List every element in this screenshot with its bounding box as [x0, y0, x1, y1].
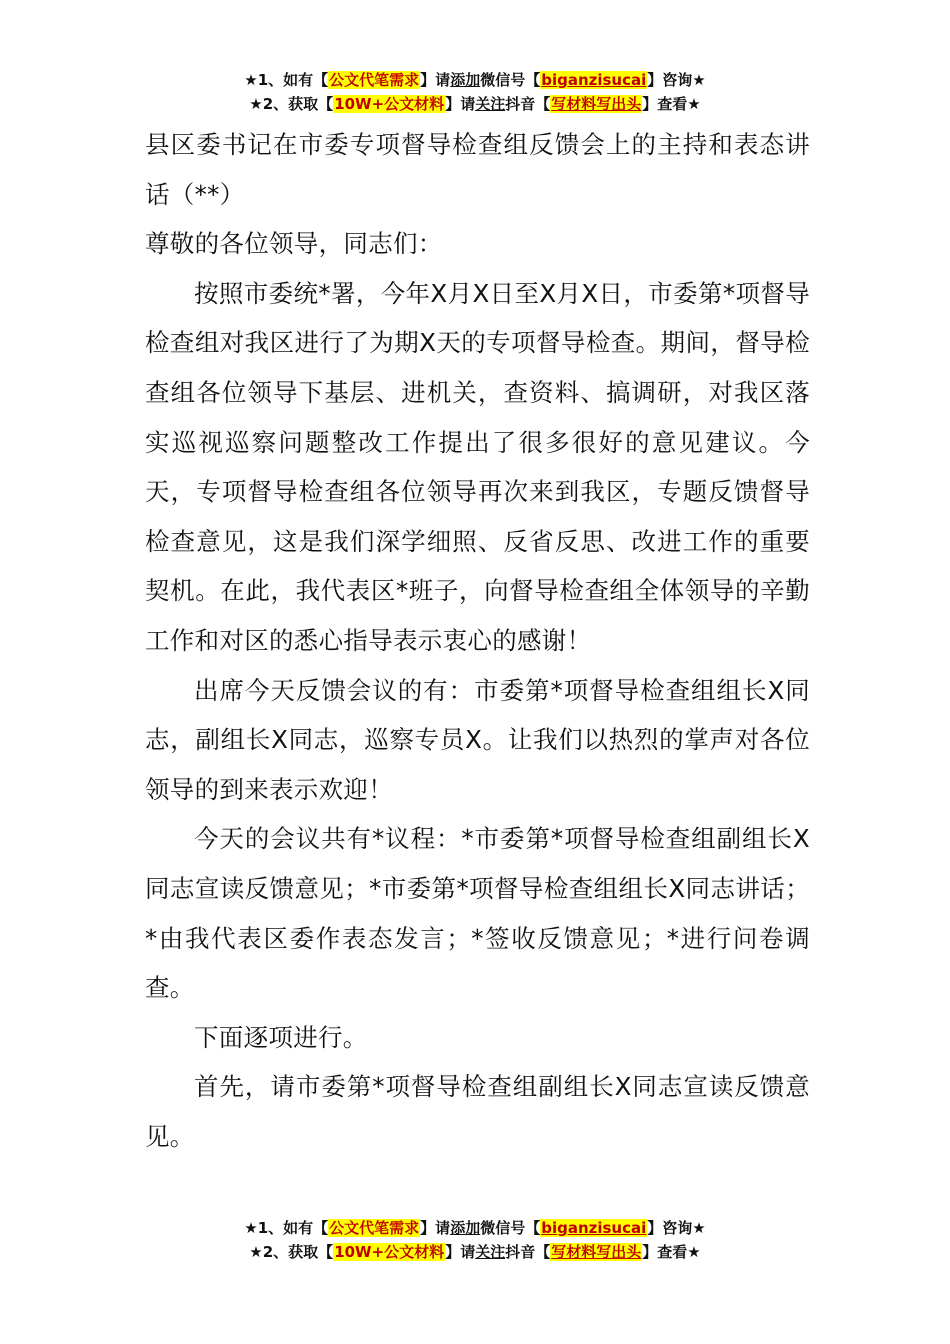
promo-text: ★1、如有【: [244, 71, 329, 89]
promo-underline: 关注: [475, 1243, 506, 1261]
promo-text: 】请: [420, 71, 451, 89]
promo-text: 】请: [445, 1243, 476, 1261]
promo-line-2: [0, 1240, 950, 1264]
promo-highlight: 公文代笔需求: [329, 1219, 420, 1237]
promo-banner-top: [0, 68, 950, 116]
promo-line-1: [0, 68, 950, 92]
promo-text: 】查看★: [642, 1243, 701, 1261]
promo-text: 】咨询★: [647, 71, 706, 89]
promo-underline: 添加: [450, 1219, 481, 1237]
douyin-account-link[interactable]: 写材料写出头: [551, 95, 642, 113]
promo-text: ★1、如有【: [244, 1219, 329, 1237]
paragraph-5: 首先，请市委第*项督导检查组副组长X同志宣读反馈意见。: [145, 1072, 810, 1151]
promo-line-1: [0, 1216, 950, 1240]
document-body: [145, 120, 810, 1161]
promo-underline: 关注: [475, 95, 506, 113]
paragraph-3: 今天的会议共有*议程：*市委第*项督导检查组副组长X同志宣读反馈意见；*市委第*项督导检查组组长X同志讲话；*由我代表区委作表态发言；*签收反馈意见；*进行问卷调查。: [145, 824, 810, 1003]
promo-highlight: 10W+公文材料: [334, 95, 445, 113]
salutation: 尊敬的各位领导，同志们：: [145, 229, 443, 259]
promo-text: ★2、获取【: [249, 95, 334, 113]
wechat-id-link[interactable]: biganzisucai: [541, 71, 647, 89]
promo-text: 】咨询★: [647, 1219, 706, 1237]
wechat-id-link[interactable]: biganzisucai: [541, 1219, 647, 1237]
promo-text: ★2、获取【: [249, 1243, 334, 1261]
promo-text: 微信号【: [480, 1219, 541, 1237]
promo-banner-bottom: [0, 1216, 950, 1264]
paragraph-2: 出席今天反馈会议的有：市委第*项督导检查组组长X同志，副组长X同志，巡察专员X。让我们以热烈的掌声对各位领导的到来表示欢迎！: [145, 675, 810, 804]
promo-text: 抖音【: [505, 1243, 551, 1261]
document-title: 县区委书记在市委专项督导检查组反馈会上的主持和表态讲话（**）: [145, 130, 810, 209]
promo-highlight: 10W+公文材料: [334, 1243, 445, 1261]
promo-text: 微信号【: [480, 71, 541, 89]
promo-underline: 添加: [450, 71, 481, 89]
promo-highlight: 公文代笔需求: [329, 71, 420, 89]
promo-text: 】请: [420, 1219, 451, 1237]
promo-text: 】查看★: [642, 95, 701, 113]
promo-text: 】请: [445, 95, 476, 113]
promo-line-2: [0, 92, 950, 116]
promo-text: 抖音【: [505, 95, 551, 113]
paragraph-4: 下面逐项进行。: [194, 1022, 368, 1052]
paragraph-1: 按照市委统*署，今年X月X日至X月X日，市委第*项督导检查组对我区进行了为期X天的专项督导检查。期间，督导检查组各位领导下基层、进机关，查资料、搞调研，对我区落实巡视巡察问题整改工作提出了很多很好的意见建议。今天，专项督导检查组各位领导再次来到我区，专题反馈督导检查意见，这是我们深学细照、反省反思、改进工作的重要契机。在此，我代表区*班子，向督导检查组全体领导的辛勤工作和对区的悉心指导表示衷心的感谢！: [145, 278, 810, 655]
douyin-account-link[interactable]: 写材料写出头: [551, 1243, 642, 1261]
